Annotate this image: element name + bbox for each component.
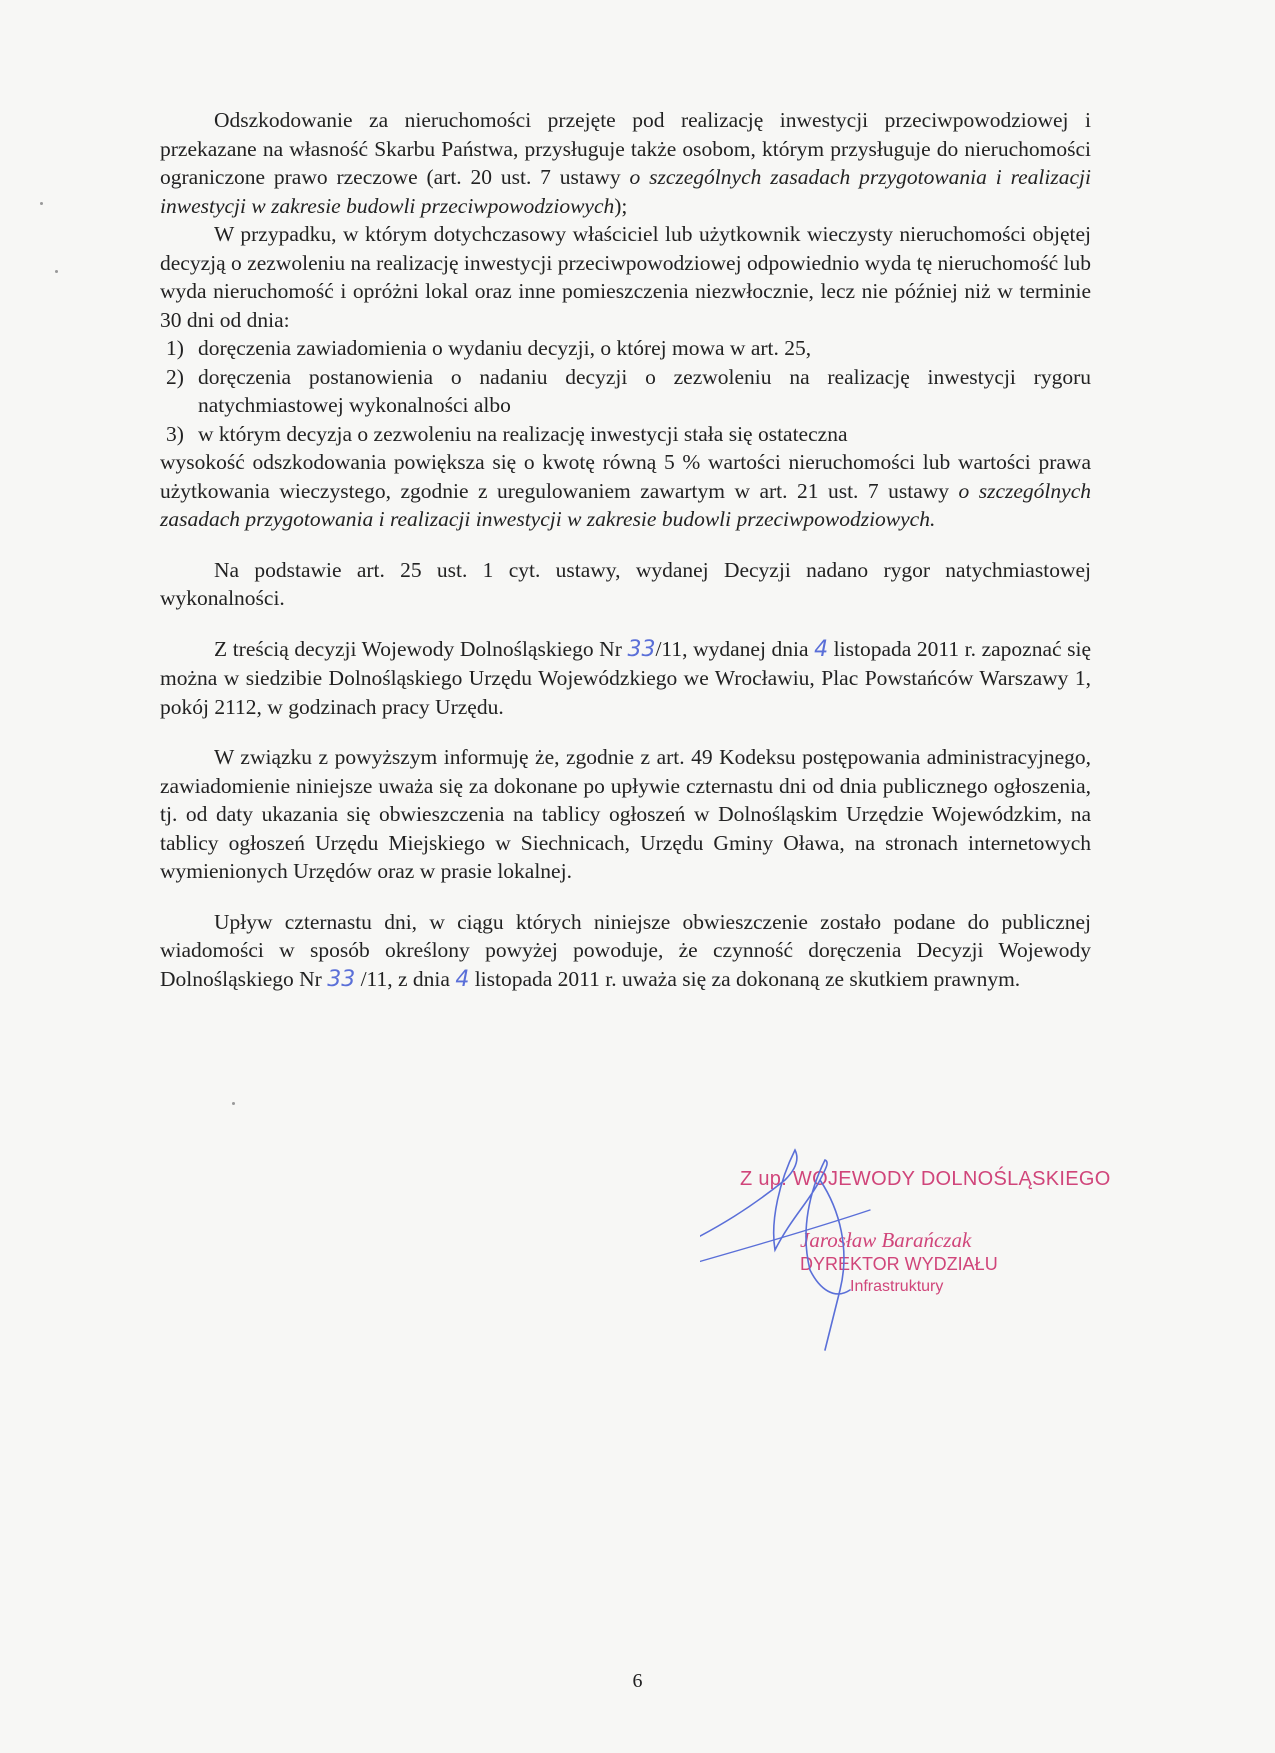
scan-speck: [232, 1102, 235, 1105]
act-title: o szczególnych zasadach przygotowania i realizacji inwestycji w zakresie budowli przeciwpowodziowych: [160, 165, 1091, 218]
handwritten-day: 4: [814, 636, 829, 662]
paragraph-notice: W związku z powyższym informuję że, zgodnie z art. 49 Kodeksu postępowania administracyjnego, zawiadomienie niniejsze uważa się za dokonane po upływie czternastu dni od dnia publicznego ogłoszenia, tj. od daty ukazania się obwieszczenia na tablicy ogłoszeń w Dolnośląskim Urzędzie Wojewódzkim, na tablicy ogłoszeń Urzędu Miejskiego w Siechnicach, Urzędu Gminy Oława, na stronach internetowych wymienionych Urzędów oraz w prasie lokalnej.: [160, 745, 1091, 883]
handwritten-day: 4: [455, 966, 470, 992]
stamp-authority: Z up. WOJEWODY DOLNOŚLĄSKIEGO: [740, 1168, 1111, 1190]
official-stamp: [700, 1140, 1130, 1360]
scan-speck: [55, 270, 58, 273]
paragraph-compensation: Odszkodowanie za nieruchomości przejęte pod realizację inwestycji przeciwpowodziowej i przekazane na własność Skarbu Państwa, przysługuje także osobom, którym przysługuje do nieruchomości ograniczone prawo rzeczowe (art. 20 ust. 7 ustawy o szczególnych zasadach przygotowania i realizacji inwestycji w zakresie budowli przeciwpowodziowych);: [160, 108, 1091, 218]
list-item: 3) w którym decyzja o zezwoleniu na realizację inwestycji stała się ostateczna: [166, 421, 848, 446]
stamp-department: Infrastruktury: [850, 1278, 944, 1295]
handwritten-number: 33: [327, 966, 356, 992]
document-body: [160, 106, 1091, 994]
stamp-name: Jarosław Barańczak: [800, 1228, 972, 1252]
stamp-position: DYREKTOR WYDZIAŁU: [800, 1254, 998, 1274]
paragraph-decision-access: Z treścią decyzji Wojewody Dolnośląskiego Nr 33/11, wydanej dnia 4 listopada 2011 r. zapoznać się można w siedzibie Dolnośląskiego Urzędu Wojewódzkiego we Wrocławiu, Plac Powstańców Warszawy 1, pokój 2112, w godzinach pracy Urzędu.: [160, 636, 1091, 719]
scan-speck: [40, 202, 43, 205]
paragraph-effect: Upływ czternastu dni, w ciągu których niniejsze obwieszczenie zostało podane do publicznej wiadomości w sposób określony powyżej powoduje, że czynność doręczenia Decyzji Wojewody Dolnośląskiego Nr 33 /11, z dnia 4 listopada 2011 r. uważa się za dokonaną ze skutkiem prawnym.: [160, 909, 1091, 992]
handwritten-number: 33: [627, 636, 656, 662]
list-item: 1) doręczenia zawiadomienia o wydaniu decyzji, o której mowa w art. 25,: [166, 336, 812, 360]
paragraph-rigor: Na podstawie art. 25 ust. 1 cyt. ustawy, wydanej Decyzji nadano rygor natychmiastowej wykonalności.: [160, 557, 1091, 610]
list-item: 2) doręczenia postanowienia o nadaniu decyzji o zezwoleniu na realizację inwestycji rygoru natychmiastowej wykonalności albo: [166, 364, 1091, 417]
act-title: o szczególnych zasadach przygotowania i realizacji inwestycji w zakresie budowli przeciwpowodziowych.: [160, 478, 1091, 531]
conditions-list: [160, 334, 1091, 448]
page-number: 6: [632, 1670, 643, 1692]
paragraph-increase: wysokość odszkodowania powiększa się o kwotę równą 5 % wartości nieruchomości lub wartości prawa użytkowania wieczystego, zgodnie z uregulowaniem zawartym w art. 21 ust. 7 ustawy o szczególnych zasadach przygotowania i realizacji inwestycji w zakresie budowli przeciwpowodziowych.: [160, 450, 1091, 531]
paragraph-conditions: W przypadku, w którym dotychczasowy właściciel lub użytkownik wieczysty nieruchomości objętej decyzją o zezwoleniu na realizację inwestycji przeciwpowodziowej odpowiednio wyda tę nieruchomość lub wyda nieruchomość i opróżni lokal oraz inne pomieszczenia niezwłocznie, lecz nie później niż w terminie 30 dni od dnia:: [160, 222, 1091, 332]
